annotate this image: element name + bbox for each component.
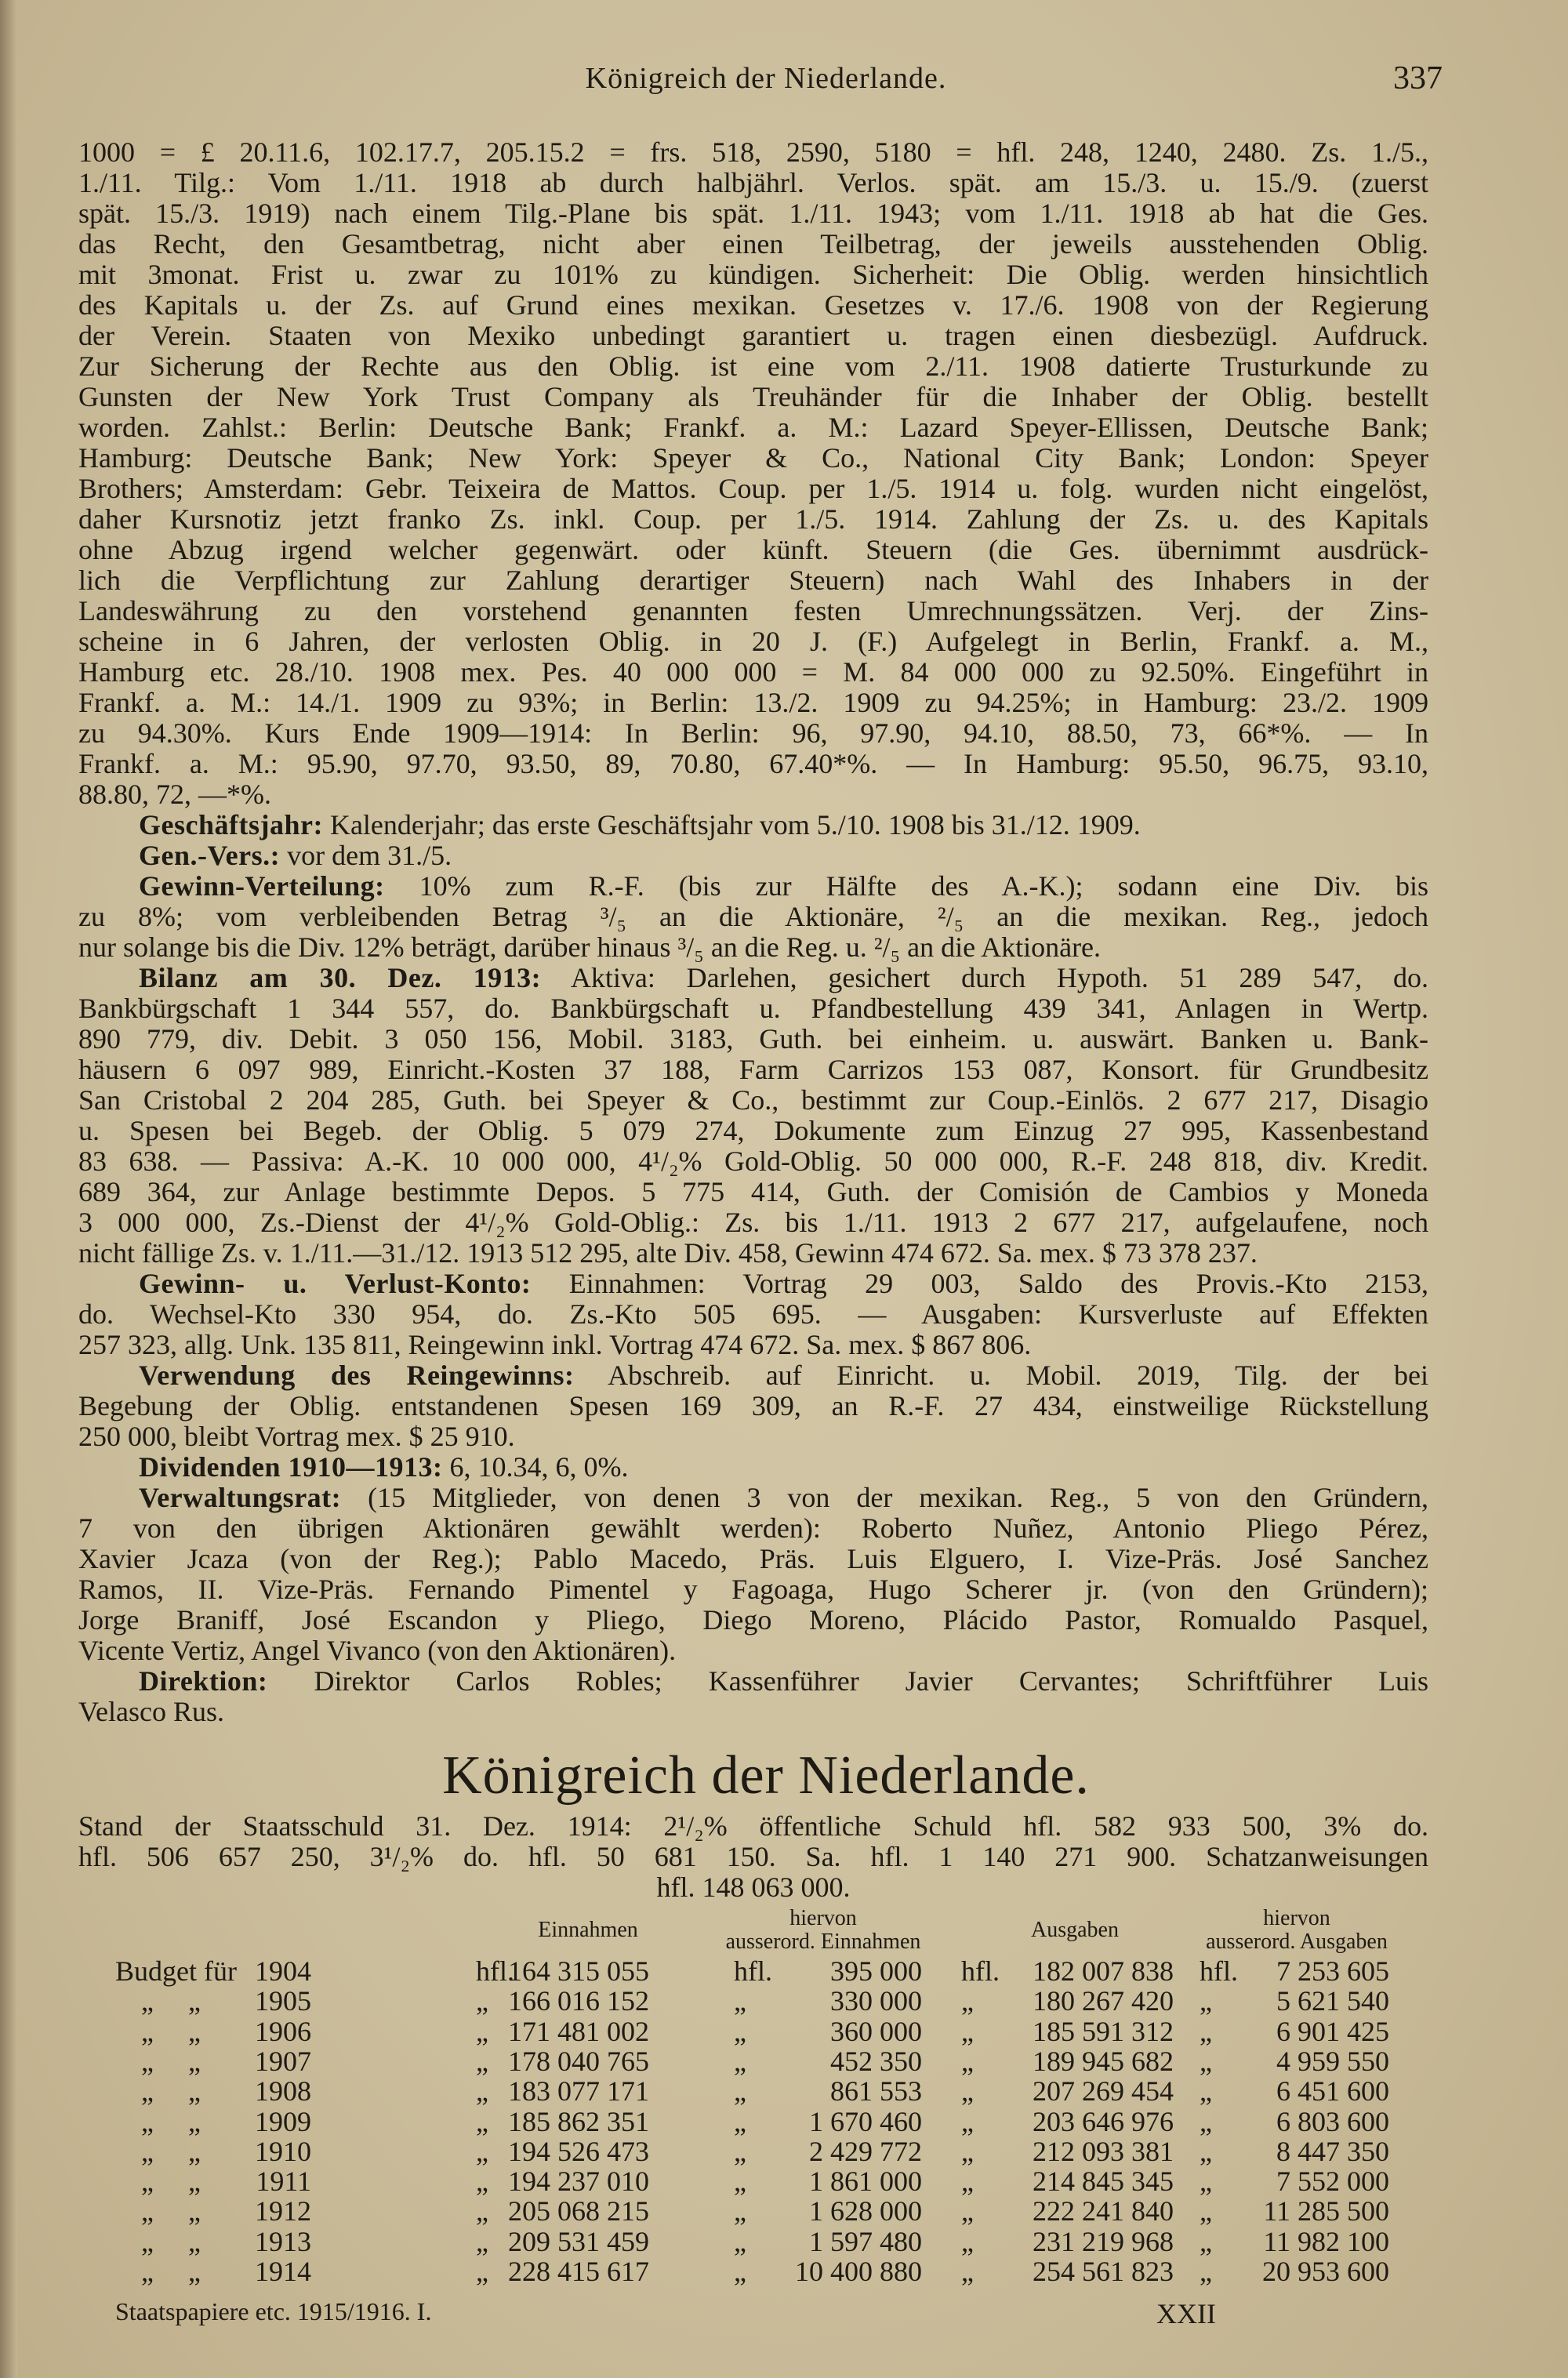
text-line <box>78 688 1428 718</box>
ditto-mark: „ <box>476 2225 488 2257</box>
page-edge <box>0 0 17 2378</box>
ditto-mark: „ <box>188 2075 201 2108</box>
line-text: San Cristobal 2 204 285, Guth. bei Speyer & Co., bestimmt zur Coup.-Einlös. 2 677 217, Disagio <box>78 1084 1428 1116</box>
table-cell: 2 429 772 <box>809 2135 922 2167</box>
row-year: 1909 <box>255 2105 311 2137</box>
line-text: Frankf. a. M.: 95.90, 97.70, 93.50, 89, 70.80, 67.40*%. — In Hamburg: 95.50, 96.75, 93.10, <box>78 748 1428 779</box>
table-cell: 214 845 345 <box>1033 2166 1174 2198</box>
footer-note: Staatspapiere etc. 1915/1916. I. <box>115 2297 432 2325</box>
section-label: Gen.-Vers.: <box>139 840 281 871</box>
line-text: worden. Zahlst.: Berlin: Deutsche Bank; Frankf. a. M.: Lazard Speyer-Ellissen, Deutsche Bank; <box>78 412 1428 443</box>
debt-status-line: Stand der Staatsschuld 31. Dez. 1914: 2¹/₂% öffentliche Schuld hfl. 582 933 500, 3% do. <box>78 1810 1428 1842</box>
text-line <box>78 474 1428 504</box>
table-cell: 1 597 480 <box>809 2225 922 2257</box>
ditto-mark: „ <box>188 2256 201 2287</box>
row-year: 1910 <box>255 2135 311 2167</box>
text-line <box>78 443 1428 474</box>
ditto-mark: „ <box>1200 2256 1212 2287</box>
line-text: Zur Sicherung der Rechte aus den Oblig. ist eine vom 2./11. 1908 datierte Trusturkunde zu <box>78 350 1428 382</box>
line-text: 83 638. — Passiva: A.-K. 10 000 000, 4¹/₂% Gold-Oblig. 50 000 000, R.-F. 248 818, div. Kredit. <box>78 1145 1428 1177</box>
ditto-mark: „ <box>734 1985 746 2017</box>
text-line <box>78 535 1428 565</box>
column-header-text: ausserord. Ausgaben <box>1206 1930 1388 1954</box>
table-cell: 183 077 171 <box>508 2075 649 2108</box>
row-year: 1912 <box>255 2195 311 2227</box>
line-text: häusern 6 097 989, Einricht.-Kosten 37 188, Farm Carrizos 153 087, Konsort. für Grundbesitz <box>78 1054 1428 1085</box>
ditto-mark: „ <box>1200 2135 1212 2167</box>
text-line <box>78 1238 1428 1269</box>
line-text: Velasco Rus. <box>78 1696 224 1727</box>
row-year: 1908 <box>255 2075 311 2108</box>
table-cell: 209 531 459 <box>508 2225 649 2257</box>
ditto-mark: „ <box>476 2256 488 2287</box>
ditto-mark: „ <box>141 2015 154 2047</box>
currency-label: hfl. <box>734 1955 772 1987</box>
table-cell: 254 561 823 <box>1033 2256 1174 2287</box>
ditto-mark: „ <box>734 2225 746 2257</box>
text-line <box>78 1024 1428 1055</box>
text-line <box>78 1544 1428 1574</box>
row-year: 1913 <box>255 2225 311 2257</box>
ditto-mark: „ <box>1200 2045 1212 2077</box>
text-line <box>78 1330 1428 1360</box>
line-text: ohne Abzug irgend welcher gegenwärt. oder künft. Steuern (die Ges. übernimmt ausdrück- <box>78 534 1428 565</box>
text-line <box>78 321 1428 351</box>
section-title: Königreich der Niederlande. <box>442 1745 1090 1806</box>
row-year: 1906 <box>255 2015 311 2047</box>
line-text: Hamburg: Deutsche Bank; New York: Speyer & Co., National City Bank; London: Speyer <box>78 442 1428 474</box>
ditto-mark: „ <box>961 2015 974 2047</box>
table-cell: 185 591 312 <box>1033 2015 1174 2047</box>
table-cell: 5 621 540 <box>1276 1985 1389 2017</box>
ditto-mark: „ <box>188 1985 201 2017</box>
ditto-mark: „ <box>141 2135 154 2167</box>
line-text: zu 94.30%. Kurs Ende 1909—1914: In Berlin: 96, 97.90, 94.10, 88.50, 73, 66*%. — In <box>78 717 1428 749</box>
text-line <box>78 1391 1428 1421</box>
text-line <box>78 137 1428 168</box>
line-text: 1./11. Tilg.: Vom 1./11. 1918 ab durch halbjährl. Verlos. spät. am 15./3. u. 15./9. (zuerst <box>78 167 1428 198</box>
section-label: Gewinn- u. Verlust-Konto: <box>139 1268 532 1299</box>
table-cell: 395 000 <box>830 1955 922 1987</box>
ditto-mark: „ <box>188 2225 201 2257</box>
table-cell: 164 315 055 <box>508 1955 649 1987</box>
ditto-mark: „ <box>961 2225 974 2257</box>
table-cell: 10 400 880 <box>795 2256 922 2287</box>
line-text: zu 8%; vom verbleibenden Betrag ³/₅ an die Aktionäre, ²/₅ an die mexikan. Reg., jedoch <box>78 901 1428 932</box>
line-text: vor dem 31./5. <box>287 840 452 871</box>
line-text: Direktor Carlos Robles; Kassenführer Javier Cervantes; Schriftführer Luis <box>314 1665 1429 1697</box>
line-text: Brothers; Amsterdam: Gebr. Teixeira de Mattos. Coup. per 1./5. 1914 u. folg. wurden nicht eingelöst, <box>78 473 1428 504</box>
text-line <box>78 1483 1428 1513</box>
section-label: Geschäftsjahr: <box>139 809 323 840</box>
ditto-mark: „ <box>141 1985 154 2017</box>
section-label: Gewinn-Verteilung: <box>139 870 385 902</box>
ditto-mark: „ <box>1200 2075 1212 2108</box>
line-text: mit 3monat. Frist u. zwar zu 101% zu kündigen. Sicherheit: Die Oblig. werden hinsichtlich <box>78 259 1428 290</box>
text-line <box>78 382 1428 412</box>
text-line <box>78 1605 1428 1636</box>
ditto-mark: „ <box>141 2225 154 2257</box>
text-line <box>78 351 1428 382</box>
ditto-mark: „ <box>734 2256 746 2287</box>
ditto-mark: „ <box>961 2045 974 2077</box>
text-line <box>78 168 1428 198</box>
ditto-mark: „ <box>1200 2225 1212 2257</box>
ditto-mark: „ <box>188 2105 201 2137</box>
ditto-mark: „ <box>141 2195 154 2227</box>
line-text: scheine in 6 Jahren, der verlosten Oblig. in 20 J. (F.) Aufgelegt in Berlin, Frankf. a. M., <box>78 626 1428 657</box>
line-text: 10% zum R.-F. (bis zur Hälfte des A.-K.); sodann eine Div. bis <box>419 870 1429 902</box>
currency-label: hfl. <box>476 1955 514 1987</box>
ditto-mark: „ <box>734 2105 746 2137</box>
line-text: 88.80, 72, —*%. <box>78 779 271 810</box>
ditto-mark: „ <box>961 2256 974 2287</box>
table-cell: 205 068 215 <box>508 2195 649 2227</box>
section-label: Verwaltungsrat: <box>139 1482 342 1513</box>
ditto-mark: „ <box>961 2075 974 2108</box>
line-text: Abschreib. auf Einricht. u. Mobil. 2019, Tilg. der bei <box>608 1360 1428 1391</box>
line-text: Gunsten der New York Trust Company als Treuhänder für die Inhaber der Oblig. bestellt <box>78 381 1428 412</box>
line-text: spät. 15./3. 1919) nach einem Tilg.-Plane bis spät. 1./11. 1943; vom 1./11. 1918 ab hat die Ges. <box>78 198 1428 229</box>
text-line <box>78 504 1428 535</box>
row-year: 1904 <box>255 1955 311 1987</box>
ditto-mark: „ <box>734 2135 746 2167</box>
ditto-mark: „ <box>188 2015 201 2047</box>
text-line <box>78 1085 1428 1116</box>
text-line <box>78 596 1428 626</box>
line-text: der Verein. Staaten von Mexiko unbedingt garantiert u. tragen einen diesbezügl. Aufdruck. <box>78 320 1428 351</box>
text-line <box>78 198 1428 229</box>
ditto-mark: „ <box>141 2256 154 2287</box>
line-text: 3 000 000, Zs.-Dienst der 4¹/₂% Gold-Oblig.: Zs. bis 1./11. 1913 2 677 217, aufgelaufene, noch <box>78 1207 1428 1238</box>
table-cell: 222 241 840 <box>1033 2195 1174 2227</box>
table-cell: 7 253 605 <box>1276 1955 1389 1987</box>
ditto-mark: „ <box>141 2075 154 2108</box>
row-year: 1914 <box>255 2256 311 2287</box>
line-text: Xavier Jcaza (von der Reg.); Pablo Macedo, Präs. Luis Elguero, I. Vize-Präs. José Sanchez <box>78 1543 1428 1574</box>
table-cell: 207 269 454 <box>1033 2075 1174 2108</box>
section-label: Dividenden 1910—1913: <box>139 1451 443 1483</box>
table-cell: 1 861 000 <box>809 2166 922 2198</box>
text-line <box>78 1452 1428 1483</box>
table-cell: 7 552 000 <box>1276 2166 1389 2198</box>
line-text: nicht fällige Zs. v. 1./11.—31./12. 1913 512 295, alte Div. 458, Gewinn 474 672. Sa. mex. $ 73 378 237. <box>78 1237 1258 1269</box>
line-text: das Recht, den Gesamtbetrag, nicht aber einen Teilbetrag, der jeweils ausstehenden Oblig. <box>78 228 1428 260</box>
ditto-mark: „ <box>141 2105 154 2137</box>
line-text: u. Spesen bei Begeb. der Oblig. 5 079 274, Dokumente zum Einzug 27 995, Kassenbestand <box>78 1115 1428 1146</box>
section-label: Direktion: <box>139 1665 268 1697</box>
ditto-mark: „ <box>961 2166 974 2198</box>
ditto-mark: „ <box>961 1985 974 2017</box>
table-cell: 182 007 838 <box>1033 1955 1174 1987</box>
text-line <box>78 290 1428 321</box>
table-cell: 194 237 010 <box>508 2166 649 2198</box>
text-line <box>78 657 1428 688</box>
row-year: 1907 <box>255 2045 311 2077</box>
ditto-mark: „ <box>188 2135 201 2167</box>
text-line <box>78 1116 1428 1146</box>
line-text: 257 323, allg. Unk. 135 811, Reingewinn inkl. Vortrag 474 672. Sa. mex. $ 867 806. <box>78 1329 1032 1360</box>
text-line <box>78 1299 1428 1330</box>
text-line <box>78 412 1428 443</box>
line-text: daher Kursnotiz jetzt franko Zs. inkl. Coup. per 1./5. 1914. Zahlung der Zs. u. des Kapitals <box>78 503 1428 535</box>
ditto-mark: „ <box>734 2075 746 2108</box>
ditto-mark: „ <box>1200 2166 1212 2198</box>
text-line <box>78 1146 1428 1177</box>
text-line <box>78 840 1428 871</box>
line-text: 6, 10.34, 6, 0%. <box>449 1451 629 1483</box>
column-header-text: ausserord. Einnahmen <box>725 1930 921 1954</box>
ditto-mark: „ <box>476 2015 488 2047</box>
debt-status-line: hfl. 148 063 000. <box>656 1872 851 1903</box>
ditto-mark: „ <box>961 2195 974 2227</box>
line-text: Begebung der Oblig. entstandenen Spesen 169 309, an R.-F. 27 434, einstweilige Rückstellung <box>78 1390 1428 1421</box>
text-line <box>78 779 1428 810</box>
line-text: Bankbürgschaft 1 344 557, do. Bankbürgschaft u. Pfandbestellung 439 341, Anlagen in Wertp. <box>78 993 1428 1024</box>
text-line <box>78 229 1428 260</box>
line-text: Jorge Braniff, José Escandon y Pliego, Diego Moreno, Plácido Pastor, Romualdo Pasquel, <box>78 1604 1428 1636</box>
column-header-text: Einnahmen <box>538 1918 638 1942</box>
body-text <box>78 137 1428 1727</box>
line-text: des Kapitals u. der Zs. auf Grund eines mexikan. Gesetzes v. 17./6. 1908 von der Regierung <box>78 289 1428 321</box>
table-cell: 185 862 351 <box>508 2105 649 2137</box>
table-cell: 6 803 600 <box>1276 2105 1389 2137</box>
ditto-mark: „ <box>476 2135 488 2167</box>
ditto-mark: „ <box>188 2045 201 2077</box>
text-line <box>78 749 1428 779</box>
debt-status-line: hfl. 506 657 250, 3¹/₂% do. hfl. 50 681 150. Sa. hfl. 1 140 271 900. Schatzanweisungen <box>78 1841 1428 1872</box>
text-line <box>78 565 1428 596</box>
line-text: 250 000, bleibt Vortrag mex. $ 25 910. <box>78 1421 515 1452</box>
line-text: 689 364, zur Anlage bestimmte Depos. 5 775 414, Guth. der Comisión de Cambios y Moneda <box>78 1176 1428 1207</box>
table-cell: 11 285 500 <box>1263 2195 1389 2227</box>
page-number: 337 <box>1393 60 1443 96</box>
text-line <box>78 1636 1428 1666</box>
text-line <box>78 902 1428 932</box>
ditto-mark: „ <box>734 2015 746 2047</box>
table-cell: 8 447 350 <box>1276 2135 1389 2167</box>
currency-label: hfl. <box>961 1955 1000 1987</box>
table-cell: 194 526 473 <box>508 2135 649 2167</box>
column-header-text: hiervon <box>789 1906 857 1930</box>
table-cell: 228 415 617 <box>508 2256 649 2287</box>
ditto-mark: „ <box>476 2195 488 2227</box>
table-cell: 171 481 002 <box>508 2015 649 2047</box>
line-text: (15 Mitglieder, von denen 3 von der mexikan. Reg., 5 von den Gründern, <box>368 1482 1428 1513</box>
ditto-mark: „ <box>476 2075 488 2108</box>
text-line <box>78 1574 1428 1605</box>
table-cell: 189 945 682 <box>1033 2045 1174 2077</box>
text-line <box>78 1360 1428 1391</box>
table-cell: 1 628 000 <box>809 2195 922 2227</box>
text-line <box>78 1177 1428 1207</box>
table-cell: 203 646 976 <box>1033 2105 1174 2137</box>
ditto-mark: „ <box>1200 1985 1212 2017</box>
text-line <box>78 1666 1428 1697</box>
text-line <box>78 1055 1428 1085</box>
line-text: Aktiva: Darlehen, gesichert durch Hypoth. 51 289 547, do. <box>570 962 1429 993</box>
ditto-mark: „ <box>188 2195 201 2227</box>
ditto-mark: „ <box>1200 2015 1212 2047</box>
ditto-mark: „ <box>1200 2195 1212 2227</box>
line-text: Landeswährung zu den vorstehend genannten festen Umrechnungssätzen. Verj. der Zins- <box>78 595 1428 626</box>
column-header-text: hiervon <box>1263 1906 1330 1930</box>
table-cell: 330 000 <box>830 1985 922 2017</box>
text-line <box>78 1513 1428 1544</box>
line-text: Frankf. a. M.: 14./1. 1909 zu 93%; in Berlin: 13./2. 1909 zu 94.25%; in Hamburg: 23./2. 1909 <box>78 687 1428 718</box>
line-text: do. Wechsel-Kto 330 954, do. Zs.-Kto 505 695. — Ausgaben: Kursverluste auf Effekten <box>78 1298 1428 1330</box>
table-cell: 212 093 381 <box>1033 2135 1174 2167</box>
line-text: Vicente Vertiz, Angel Vivanco (von den Aktionären). <box>78 1635 677 1666</box>
table-cell: 11 982 100 <box>1263 2225 1389 2257</box>
table-cell: 452 350 <box>830 2045 922 2077</box>
table-cell: 6 451 600 <box>1276 2075 1389 2108</box>
ditto-mark: „ <box>734 2045 746 2077</box>
ditto-mark: „ <box>734 2195 746 2227</box>
section-label: Verwendung des Reingewinns: <box>139 1360 575 1391</box>
table-cell: 20 953 600 <box>1262 2256 1389 2287</box>
text-line <box>78 718 1428 749</box>
ditto-mark: „ <box>476 2166 488 2198</box>
line-text: 7 von den übrigen Aktionären gewählt werden): Roberto Nuñez, Antonio Pliego Pérez, <box>78 1512 1428 1544</box>
line-text: lich die Verpflichtung zur Zahlung derartiger Steuern) nach Wahl des Inhabers in der <box>78 565 1428 596</box>
text-line <box>78 871 1428 902</box>
text-line <box>78 626 1428 657</box>
ditto-mark: „ <box>734 2166 746 2198</box>
line-text: Einnahmen: Vortrag 29 003, Saldo des Provis.-Kto 2153, <box>568 1268 1428 1299</box>
ditto-mark: „ <box>961 2105 974 2137</box>
ditto-mark: „ <box>188 2166 201 2198</box>
ditto-mark: „ <box>141 2166 154 2198</box>
ditto-mark: „ <box>961 2135 974 2167</box>
row-year: 1905 <box>255 1985 311 2017</box>
row-label: Budget für <box>115 1955 237 1987</box>
text-line <box>78 810 1428 840</box>
currency-label: hfl. <box>1200 1955 1238 1987</box>
section-label: Bilanz am 30. Dez. 1913: <box>139 962 542 993</box>
row-year: 1911 <box>256 2166 311 2198</box>
table-cell: 4 959 550 <box>1276 2045 1389 2077</box>
signature-mark: XXII <box>1156 2298 1216 2329</box>
text-line <box>78 1697 1428 1727</box>
table-cell: 6 901 425 <box>1276 2015 1389 2047</box>
column-header <box>1124 1907 1469 1954</box>
ditto-mark: „ <box>476 2045 488 2077</box>
table-cell: 861 553 <box>830 2075 922 2108</box>
ditto-mark: „ <box>476 2105 488 2137</box>
table-cell: 178 040 765 <box>508 2045 649 2077</box>
line-text: Hamburg etc. 28./10. 1908 mex. Pes. 40 000 000 = M. 84 000 000 zu 92.50%. Eingeführt in <box>78 656 1428 688</box>
line-text: Kalenderjahr; das erste Geschäftsjahr vom 5./10. 1908 bis 31./12. 1909. <box>329 809 1141 840</box>
table-cell: 1 670 460 <box>809 2105 922 2137</box>
table-cell: 180 267 420 <box>1033 1985 1174 2017</box>
line-text: 890 779, div. Debit. 3 050 156, Mobil. 3183, Guth. bei einheim. u. auswärt. Banken u. Bank- <box>78 1023 1428 1055</box>
table-cell: 166 016 152 <box>508 1985 649 2017</box>
ditto-mark: „ <box>476 1985 488 2017</box>
line-text: Ramos, II. Vize-Präs. Fernando Pimentel y Fagoaga, Hugo Scherer jr. (von den Gründern); <box>78 1574 1428 1605</box>
text-line <box>78 260 1428 290</box>
ditto-mark: „ <box>141 2045 154 2077</box>
running-title: Königreich der Niederlande. <box>585 62 947 95</box>
text-line <box>78 993 1428 1024</box>
line-text: nur solange bis die Div. 12% beträgt, darüber hinaus ³/₅ an die Reg. u. ²/₅ an die Aktionäre. <box>78 931 1102 963</box>
text-line <box>78 1421 1428 1452</box>
text-line <box>78 1207 1428 1238</box>
table-cell: 231 219 968 <box>1033 2225 1174 2257</box>
text-line <box>78 1269 1428 1299</box>
table-cell: 360 000 <box>830 2015 922 2047</box>
text-line <box>78 932 1428 963</box>
ditto-mark: „ <box>1200 2105 1212 2137</box>
text-line <box>78 963 1428 993</box>
line-text: 1000 = £ 20.11.6, 102.17.7, 205.15.2 = frs. 518, 2590, 5180 = hfl. 248, 1240, 2480. Zs. 1./5., <box>78 136 1428 168</box>
column-header-text: Ausgaben <box>1031 1918 1119 1942</box>
